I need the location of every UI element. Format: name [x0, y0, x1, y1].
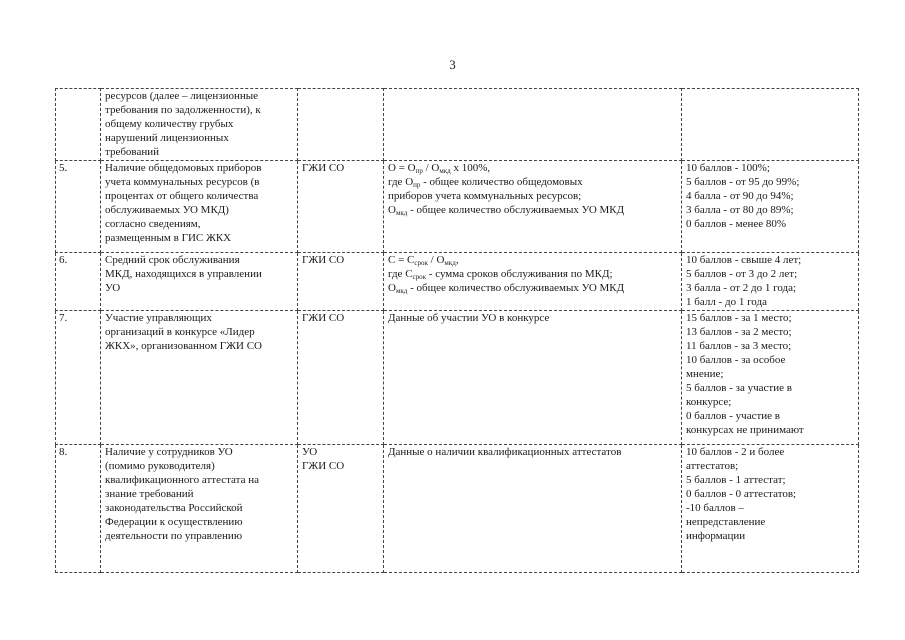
formula-text: где С [388, 268, 413, 280]
criterion-line: УО [105, 282, 121, 294]
points-line: 5 баллов - от 3 до 2 лет; [686, 268, 798, 280]
points-line: конкурсе; [686, 396, 732, 408]
formula-text: / О [427, 254, 445, 266]
criterion-cell [101, 311, 298, 445]
points-line: мнение; [686, 368, 724, 380]
row-number-text: 7. [59, 312, 68, 324]
formula-line [388, 203, 679, 217]
criterion-line: деятельности по управлению [105, 530, 243, 542]
formula-cell [384, 311, 682, 445]
formula-text: - общее количество общедомовых [420, 176, 583, 188]
formula-text: где О [388, 176, 414, 188]
responsible-cell [298, 89, 384, 161]
formula-subscript: мкд [439, 167, 451, 175]
table-row [56, 445, 859, 573]
criteria-table [55, 88, 859, 573]
formula-cell [384, 253, 682, 311]
criterion-line: нарушений лицензионных [105, 132, 229, 144]
points-cell [682, 445, 859, 573]
formula-line [388, 175, 679, 189]
row-number-text: 5. [59, 162, 68, 174]
criterion-cell [101, 161, 298, 253]
formula-line [388, 311, 679, 325]
criterion-line: требования по задолженности), к [105, 104, 261, 116]
points-line: информации [686, 530, 746, 542]
points-line: 5 баллов - за участие в [686, 382, 792, 394]
formula-line [388, 445, 679, 459]
points-line: конкурсах не принимают [686, 424, 804, 436]
formula-text: х 100%, [450, 162, 491, 174]
formula-text: О [388, 282, 396, 294]
points-line: 10 баллов - за особое [686, 354, 786, 366]
table-row [56, 253, 859, 311]
page-number: 3 [449, 57, 456, 72]
formula-line [388, 189, 679, 203]
formula-text: / О [422, 162, 440, 174]
points-line: 1 балл - до 1 года [686, 296, 767, 308]
responsible-line: ГЖИ СО [302, 162, 345, 174]
criterion-line: законодательства Российской [105, 502, 243, 514]
row-number [56, 161, 101, 253]
responsible-cell [298, 311, 384, 445]
formula-line [388, 267, 679, 281]
responsible-cell [298, 253, 384, 311]
points-line: 10 баллов - свыше 4 лет; [686, 254, 802, 266]
formula-line [388, 253, 679, 267]
points-cell [682, 253, 859, 311]
criterion-line: учета коммунальных ресурсов (в [105, 176, 260, 188]
responsible-line: УО [302, 446, 318, 458]
points-line: 10 баллов - 100%; [686, 162, 770, 174]
criterion-line: (помимо руководителя) [105, 460, 215, 472]
formula-subscript: пр [413, 181, 421, 189]
formula-text: , [455, 254, 459, 266]
formula-text: С = С [388, 254, 415, 266]
table-row [56, 161, 859, 253]
points-line: аттестатов; [686, 460, 739, 472]
criterion-line: обслуживаемых УО МКД) [105, 204, 229, 216]
formula-text: Данные о наличии квалификационных аттестатов [388, 446, 622, 458]
criterion-line: Участие управляющих [105, 312, 212, 324]
criterion-line: квалификационного аттестата на [105, 474, 259, 486]
points-line: непредставление [686, 516, 766, 528]
criterion-line: знание требований [105, 488, 194, 500]
points-line: 3 балла - от 80 до 89%; [686, 204, 794, 216]
criterion-line: процентах от общего количества [105, 190, 259, 202]
points-line: 4 балла - от 90 до 94%; [686, 190, 794, 202]
formula-line [388, 281, 679, 295]
criterion-line: Федерации к осуществлению [105, 516, 243, 528]
formula-cell [384, 445, 682, 573]
formula-subscript: срок [412, 273, 427, 281]
criterion-line: Наличие общедомовых приборов [105, 162, 262, 174]
criterion-cell [101, 445, 298, 573]
formula-text: приборов учета коммунальных ресурсов; [388, 190, 582, 202]
formula-subscript: мкд [444, 259, 456, 267]
formula-text: О [388, 204, 396, 216]
points-line: 0 баллов - участие в [686, 410, 780, 422]
responsible-cell [298, 445, 384, 573]
criterion-line: требований [105, 146, 160, 158]
criterion-cell [101, 89, 298, 161]
criterion-line: Наличие у сотрудников УО [105, 446, 233, 458]
points-cell [682, 161, 859, 253]
responsible-line: ГЖИ СО [302, 460, 345, 472]
formula-subscript: мкд [395, 287, 408, 295]
criterion-line: ресурсов (далее – лицензионные [105, 90, 259, 102]
row-number [56, 253, 101, 311]
formula-text: - общее количество обслуживаемых УО МКД [407, 282, 625, 294]
formula-text: Данные об участии УО в конкурсе [388, 312, 550, 324]
points-line: 0 баллов - 0 аттестатов; [686, 488, 797, 500]
points-line: 11 баллов - за 3 место; [686, 340, 792, 352]
formula-subscript: срок [414, 259, 428, 267]
criterion-line: организаций в конкурсе «Лидер [105, 326, 255, 338]
formula-line [388, 161, 679, 175]
responsible-line: ГЖИ СО [302, 312, 345, 324]
row-number [56, 445, 101, 573]
row-number [56, 311, 101, 445]
criterion-line: согласно сведениям, [105, 218, 201, 230]
formula-text: - общее количество обслуживаемых УО МКД [407, 204, 625, 216]
criterion-line: общему количеству грубых [105, 118, 234, 130]
points-line: 13 баллов - за 2 место; [686, 326, 792, 338]
points-line: 10 баллов - 2 и более [686, 446, 785, 458]
formula-text: - сумма сроков обслуживания по МКД; [426, 268, 613, 280]
points-cell [682, 89, 859, 161]
formula-cell [384, 161, 682, 253]
points-line: 15 баллов - за 1 место; [686, 312, 792, 324]
formula-text: О = О [388, 162, 416, 174]
row-number [56, 89, 101, 161]
formula-subscript: пр [415, 167, 423, 175]
responsible-line: ГЖИ СО [302, 254, 345, 266]
table-row [56, 311, 859, 445]
row-number-text: 6. [59, 254, 68, 266]
points-line: -10 баллов – [686, 502, 744, 514]
points-cell [682, 311, 859, 445]
table-row [56, 89, 859, 161]
points-line: 5 баллов - 1 аттестат; [686, 474, 786, 486]
criterion-line: размещенным в ГИС ЖКХ [105, 232, 232, 244]
criterion-line: Средний срок обслуживания [105, 254, 240, 266]
points-line: 3 балла - от 2 до 1 года; [686, 282, 797, 294]
criterion-line: МКД, находящихся в управлении [105, 268, 262, 280]
criterion-cell [101, 253, 298, 311]
row-number-text: 8. [59, 446, 68, 458]
points-line: 0 баллов - менее 80% [686, 218, 787, 230]
responsible-cell [298, 161, 384, 253]
criterion-line: ЖКХ», организованном ГЖИ СО [105, 340, 262, 352]
formula-cell [384, 89, 682, 161]
formula-subscript: мкд [395, 209, 408, 217]
points-line: 5 баллов - от 95 до 99%; [686, 176, 800, 188]
